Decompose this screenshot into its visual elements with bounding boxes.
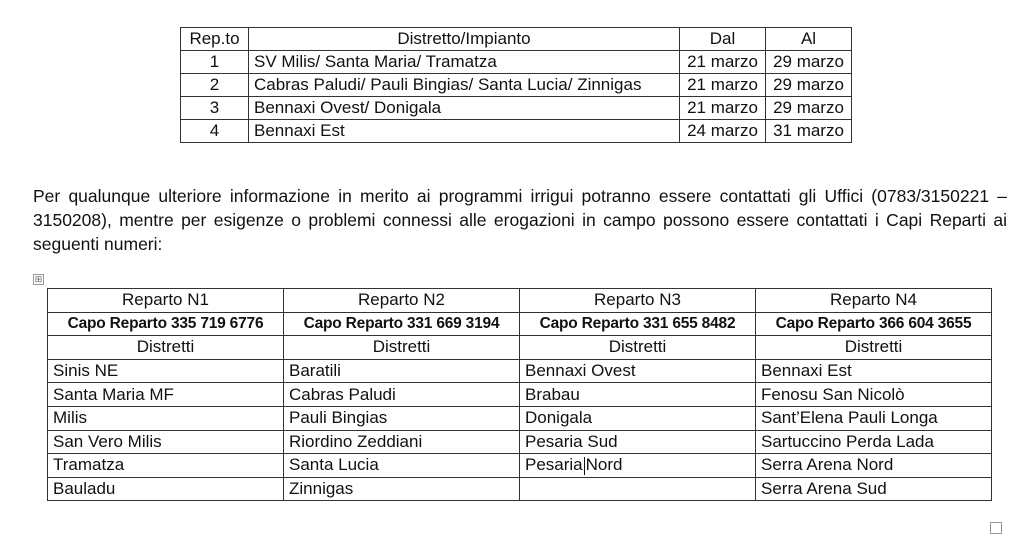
distretto-cell[interactable]: Serra Arena Nord [756, 454, 992, 478]
schedule-cell-distretto[interactable]: Bennaxi Est [249, 120, 680, 143]
capo-reparto-row [48, 312, 992, 336]
reparti-header-row [48, 289, 992, 313]
distretto-cell[interactable]: Bauladu [48, 477, 284, 501]
distretto-cell[interactable]: Pauli Bingias [284, 406, 520, 430]
distretto-row [48, 430, 992, 454]
table-move-handle-icon[interactable]: ⊞ [34, 274, 43, 284]
distretto-cell[interactable]: Fenosu San Nicolò [756, 383, 992, 407]
distretto-cell[interactable]: Riordino Zeddiani [284, 430, 520, 454]
distretto-row [48, 477, 992, 501]
distretto-cell[interactable]: Bennaxi Ovest [520, 359, 756, 383]
schedule-cell-rep[interactable]: 2 [181, 74, 249, 97]
distretto-row [48, 359, 992, 383]
schedule-header-distretto[interactable]: Distretto/Impianto [249, 28, 680, 51]
distretto-cell[interactable]: San Vero Milis [48, 430, 284, 454]
distretti-label-cell[interactable]: Distretti [48, 336, 284, 360]
text-cursor [584, 457, 585, 475]
schedule-cell-dal[interactable]: 24 marzo [680, 120, 766, 143]
distretto-cell[interactable]: Brabau [520, 383, 756, 407]
table-resize-handle[interactable] [990, 522, 1002, 534]
capo-reparto-cell[interactable]: Capo Reparto 335 719 6776 [48, 312, 284, 336]
schedule-cell-rep[interactable]: 3 [181, 97, 249, 120]
distretto-cell[interactable]: Santa Maria MF [48, 383, 284, 407]
distretto-cell-empty[interactable] [520, 477, 756, 501]
distretti-label-cell[interactable]: Distretti [284, 336, 520, 360]
distretto-row [48, 383, 992, 407]
cursor-text-after: Nord [585, 455, 623, 475]
reparti-header-n4[interactable]: Reparto N4 [756, 289, 992, 313]
schedule-header-row [181, 28, 852, 51]
info-paragraph[interactable]: Per qualunque ulteriore informazione in merito ai programmi irrigui potranno essere contattati gli Uffici (0783/3150221 – 3150208), mentre per esigenze o problemi connessi alle erogazioni in campo possono essere contattati i Capi Reparti ai seguenti numeri: [33, 186, 1007, 254]
distretto-cell[interactable]: Baratili [284, 359, 520, 383]
schedule-cell-dal[interactable]: 21 marzo [680, 74, 766, 97]
capo-reparto-cell[interactable]: Capo Reparto 331 655 8482 [520, 312, 756, 336]
schedule-header-al[interactable]: Al [766, 28, 852, 51]
distretto-cell[interactable]: Santa Lucia [284, 454, 520, 478]
schedule-cell-distretto[interactable]: Bennaxi Ovest/ Donigala [249, 97, 680, 120]
distretto-cell[interactable]: Cabras Paludi [284, 383, 520, 407]
schedule-cell-rep[interactable]: 4 [181, 120, 249, 143]
schedule-row [181, 51, 852, 74]
capo-reparto-cell[interactable]: Capo Reparto 331 669 3194 [284, 312, 520, 336]
distretto-row [48, 406, 992, 430]
reparti-table [47, 288, 992, 501]
distretto-row [48, 454, 992, 478]
distretto-cell[interactable]: Zinnigas [284, 477, 520, 501]
schedule-cell-rep[interactable]: 1 [181, 51, 249, 74]
distretto-cell[interactable]: Sinis NE [48, 359, 284, 383]
distretto-cell-with-cursor[interactable] [520, 454, 756, 478]
distretti-label-row [48, 336, 992, 360]
schedule-header-rep[interactable]: Rep.to [181, 28, 249, 51]
schedule-header-dal[interactable]: Dal [680, 28, 766, 51]
distretto-cell[interactable]: Pesaria Sud [520, 430, 756, 454]
schedule-cell-dal[interactable]: 21 marzo [680, 97, 766, 120]
distretti-label-cell[interactable]: Distretti [520, 336, 756, 360]
schedule-row [181, 97, 852, 120]
schedule-cell-al[interactable]: 29 marzo [766, 51, 852, 74]
reparti-header-n2[interactable]: Reparto N2 [284, 289, 520, 313]
schedule-cell-dal[interactable]: 21 marzo [680, 51, 766, 74]
distretti-label-cell[interactable]: Distretti [756, 336, 992, 360]
cursor-text-before: Pesaria [525, 455, 583, 475]
capo-reparto-cell[interactable]: Capo Reparto 366 604 3655 [756, 312, 992, 336]
distretto-cell[interactable]: Serra Arena Sud [756, 477, 992, 501]
distretto-cell[interactable]: Milis [48, 406, 284, 430]
schedule-cell-al[interactable]: 29 marzo [766, 74, 852, 97]
reparti-header-n1[interactable]: Reparto N1 [48, 289, 284, 313]
distretto-cell[interactable]: Sartuccino Perda Lada [756, 430, 992, 454]
distretto-cell[interactable]: Sant’Elena Pauli Longa [756, 406, 992, 430]
schedule-cell-distretto[interactable]: Cabras Paludi/ Pauli Bingias/ Santa Lucia/ Zinnigas [249, 74, 680, 97]
reparti-header-n3[interactable]: Reparto N3 [520, 289, 756, 313]
schedule-cell-al[interactable]: 31 marzo [766, 120, 852, 143]
schedule-cell-al[interactable]: 29 marzo [766, 97, 852, 120]
distretto-cell[interactable]: Tramatza [48, 454, 284, 478]
distretto-cell[interactable]: Donigala [520, 406, 756, 430]
distretto-cell[interactable]: Bennaxi Est [756, 359, 992, 383]
schedule-table [180, 27, 852, 143]
schedule-row [181, 120, 852, 143]
schedule-cell-distretto[interactable]: SV Milis/ Santa Maria/ Tramatza [249, 51, 680, 74]
schedule-row [181, 74, 852, 97]
